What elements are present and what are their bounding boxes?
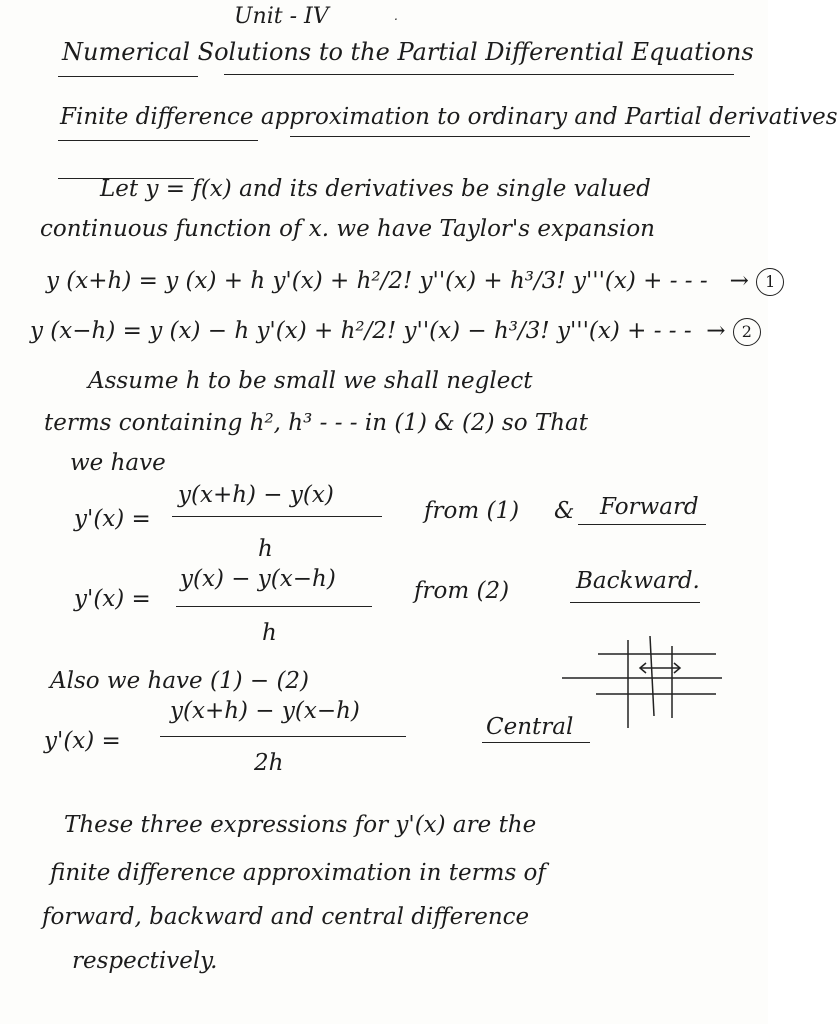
central-fraction-bar — [160, 736, 406, 737]
forward-numerator: y(x+h) − y(x) — [178, 482, 334, 508]
forward-label: Forward — [600, 494, 699, 520]
forward-source: from (1) — [424, 498, 520, 524]
taylor-2-text: y (x−h) = y (x) − h y'(x) + h²/2! y''(x) − h³/3! y'''(x) + - - - — [30, 318, 692, 344]
backward-fraction-bar — [176, 606, 372, 607]
also-line: Also we have (1) − (2) — [50, 668, 310, 694]
backward-lhs: y'(x) = — [74, 586, 151, 612]
forward-underline — [578, 524, 706, 525]
backward-denominator: h — [262, 620, 277, 646]
central-numerator: y(x+h) − y(x−h) — [170, 698, 360, 724]
equation-ref-1: 1 — [756, 268, 784, 296]
conclusion-line-3: forward, backward and central difference — [42, 904, 530, 930]
taylor-1-text: y (x+h) = y (x) + h y'(x) + h²/2! y''(x) + h³/3! y'''(x) + - - - — [46, 268, 708, 294]
dot-mark: . — [394, 9, 398, 23]
title-underline-1 — [58, 76, 198, 77]
backward-source: from (2) — [414, 578, 510, 604]
page-title: Numerical Solutions to the Partial Differential Equations — [62, 38, 754, 66]
equation-ref-2: 2 — [733, 318, 761, 346]
forward-fraction-bar — [172, 516, 382, 517]
forward-denominator: h — [258, 536, 273, 562]
backward-numerator: y(x) − y(x−h) — [180, 566, 336, 592]
intro-line-1: Let y = f(x) and its derivatives be single valued — [100, 176, 651, 202]
conclusion-line-2: finite difference approximation in terms of — [50, 860, 546, 886]
forward-lhs: y'(x) = — [74, 506, 151, 532]
taylor-expansion-1: y (x+h) = y (x) + h y'(x) + h²/2! y''(x) + h³/3! y'''(x) + - - - → 1 — [46, 268, 784, 296]
assume-line-2: terms containing h², h³ - - - in (1) & (2) so That — [44, 410, 589, 436]
unit-label: Unit - IV — [234, 4, 329, 29]
central-lhs: y'(x) = — [44, 728, 121, 754]
central-denominator: 2h — [254, 750, 284, 776]
section-heading — [60, 106, 838, 129]
central-label: Central — [486, 714, 574, 740]
title-underline-2 — [224, 74, 734, 75]
assume-line-3: we have — [70, 450, 166, 476]
central-underline — [482, 742, 590, 743]
backward-underline — [570, 602, 700, 603]
heading-underline-2 — [290, 136, 750, 137]
conclusion-line-1: These three expressions for y'(x) are the — [64, 812, 537, 838]
assume-line-1: Assume h to be small we shall neglect — [88, 368, 533, 394]
conclusion-line-4: respectively. — [72, 948, 218, 974]
heading-underline-1 — [58, 140, 258, 141]
grid-sketch — [556, 632, 726, 732]
intro-line-2: continuous function of x. we have Taylor's expansion — [40, 216, 655, 242]
forward-conj: & — [554, 498, 575, 524]
heading-text: Finite difference approximation to ordinary and Partial derivatives — [60, 104, 838, 130]
taylor-expansion-2: y (x−h) = y (x) − h y'(x) + h²/2! y''(x) − h³/3! y'''(x) + - - - → 2 — [30, 318, 761, 346]
backward-label: Backward. — [576, 568, 700, 594]
